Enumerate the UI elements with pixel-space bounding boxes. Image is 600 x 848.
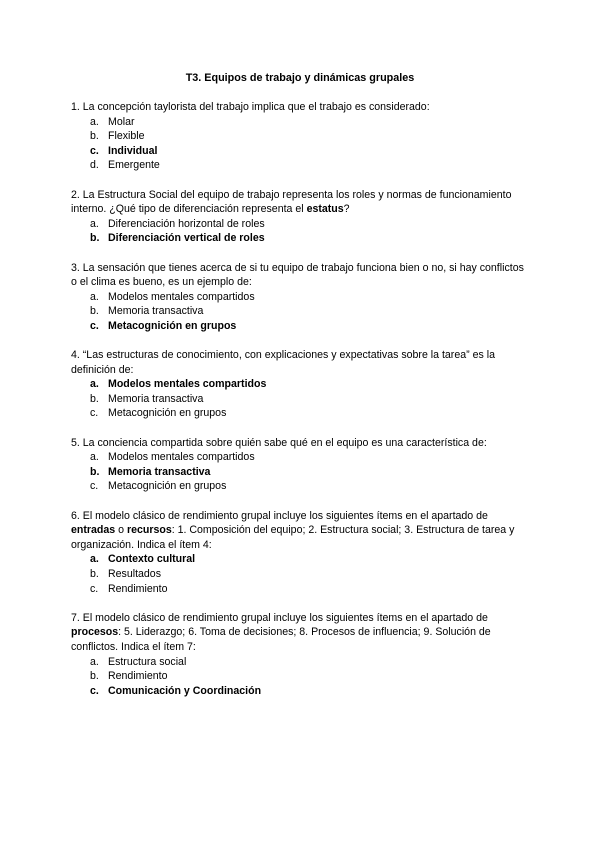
question-list	[71, 100, 531, 713]
stem-text: 7. El modelo clásico de rendimiento grupal incluye los siguientes ítems en el apartado de	[71, 611, 488, 624]
question-2	[71, 188, 531, 246]
answer-option	[71, 290, 531, 305]
stem-emphasis: recursos	[126, 524, 172, 537]
option-text: Memoria transactiva	[108, 465, 211, 478]
question-stem	[71, 436, 531, 451]
option-text: Memoria transactiva	[108, 305, 204, 318]
stem-text: 6. El modelo clásico de rendimiento grupal incluye los siguientes ítems en el apartado de	[71, 509, 488, 522]
option-letter: b.	[90, 670, 99, 683]
answer-option-correct	[71, 231, 531, 246]
question-6	[71, 509, 531, 597]
answer-options	[71, 290, 531, 334]
answer-option-correct	[71, 684, 531, 699]
option-text: Metacognición en grupos	[108, 319, 237, 332]
question-stem	[71, 348, 531, 377]
option-text: Metacognición en grupos	[108, 407, 227, 420]
answer-option	[71, 567, 531, 582]
answer-options	[71, 377, 531, 421]
answer-options	[71, 655, 531, 699]
answer-option	[71, 582, 531, 597]
question-4	[71, 348, 531, 421]
stem-emphasis: estatus	[306, 203, 344, 216]
option-text: Estructura social	[108, 655, 187, 668]
answer-option	[71, 450, 531, 465]
stem-text: 4. “Las estructuras de conocimiento, con explicaciones y expectativas sobre la tarea” es la definición de:	[71, 349, 495, 376]
stem-text: 3. La sensación que tienes acerca de si tu equipo de trabajo funciona bien o no, si hay conflictos o el clima es bueno, es un ejemplo de:	[71, 261, 524, 289]
question-stem	[71, 611, 531, 655]
option-text: Modelos mentales compartidos	[108, 378, 267, 391]
question-1	[71, 100, 531, 173]
option-letter: d.	[90, 159, 99, 172]
option-text: Comunicación y Coordinación	[108, 684, 262, 697]
question-3	[71, 261, 531, 334]
answer-option-correct	[71, 144, 531, 159]
answer-options	[71, 450, 531, 494]
option-text: Diferenciación horizontal de roles	[108, 217, 265, 230]
answer-option	[71, 115, 531, 130]
option-text: Metacognición en grupos	[108, 480, 227, 493]
option-letter: c.	[90, 144, 99, 157]
question-stem	[71, 100, 531, 115]
stem-text: 5. La conciencia compartida sobre quién sabe qué en el equipo es una característica de:	[71, 436, 487, 449]
answer-option-correct	[71, 465, 531, 480]
stem-emphasis: entradas	[71, 524, 116, 537]
stem-text: o	[115, 524, 127, 537]
answer-option-correct	[71, 552, 531, 567]
option-text: Molar	[108, 115, 135, 128]
option-text: Contexto cultural	[108, 553, 196, 566]
option-letter: b.	[90, 568, 99, 580]
answer-option	[71, 304, 531, 319]
stem-text: 1. La concepción taylorista del trabajo implica que el trabajo es considerado:	[71, 101, 430, 113]
question-7	[71, 611, 531, 699]
option-text: Emergente	[108, 159, 160, 172]
option-letter: b.	[90, 232, 100, 245]
question-stem	[71, 509, 531, 553]
question-stem	[71, 261, 531, 290]
answer-options	[71, 115, 531, 173]
option-letter: b.	[90, 392, 99, 405]
answer-option	[71, 217, 531, 232]
stem-text: ?	[343, 203, 350, 216]
option-text: Memoria transactiva	[108, 392, 204, 405]
stem-text: : 1. Composición del equipo; 2. Estructura social; 3. Estructura de tarea y organización. Indica el ítem 4:	[71, 524, 515, 551]
answer-options	[71, 217, 531, 246]
option-letter: a.	[90, 290, 99, 303]
option-letter: a.	[90, 451, 99, 464]
stem-text: 2. La Estructura Social del equipo de trabajo representa los roles y normas de funcionamiento interno. ¿Qué tipo de diferenciación representa el	[71, 188, 512, 216]
answer-option	[71, 669, 531, 684]
option-letter: a.	[90, 115, 99, 128]
option-text: Flexible	[108, 130, 145, 143]
option-letter: c.	[90, 480, 99, 493]
option-letter: b.	[90, 305, 99, 318]
stem-emphasis: procesos	[71, 626, 119, 639]
option-text: Rendimiento	[108, 670, 168, 683]
option-letter: a.	[90, 217, 99, 230]
option-letter: c.	[90, 582, 99, 595]
option-letter: a.	[90, 553, 99, 566]
option-letter: a.	[90, 378, 99, 391]
option-letter: a.	[90, 655, 99, 668]
option-text: Diferenciación vertical de roles	[108, 232, 265, 245]
option-text: Modelos mentales compartidos	[108, 290, 255, 303]
option-text: Rendimiento	[108, 582, 168, 595]
option-letter: b.	[90, 465, 100, 478]
question-5	[71, 436, 531, 494]
option-letter: b.	[90, 130, 99, 143]
answer-option	[71, 392, 531, 407]
stem-text: : 5. Liderazgo; 6. Toma de decisiones; 8. Procesos de influencia; 9. Solución de conflictos. Indica el ítem 7:	[71, 626, 491, 653]
option-text: Individual	[108, 144, 158, 157]
answer-option	[71, 655, 531, 670]
option-letter: c.	[90, 407, 99, 420]
answer-option	[71, 158, 531, 173]
answer-option	[71, 129, 531, 144]
option-letter: c.	[90, 319, 99, 332]
answer-option	[71, 479, 531, 494]
option-text: Modelos mentales compartidos	[108, 451, 255, 464]
option-letter: c.	[90, 684, 99, 697]
answer-option-correct	[71, 319, 531, 334]
answer-options	[71, 552, 531, 596]
answer-option	[71, 406, 531, 421]
answer-option-correct	[71, 377, 531, 392]
document-title: T3. Equipos de trabajo y dinámicas grupales	[185, 72, 415, 84]
question-stem	[71, 188, 531, 217]
option-text: Resultados	[108, 568, 161, 580]
